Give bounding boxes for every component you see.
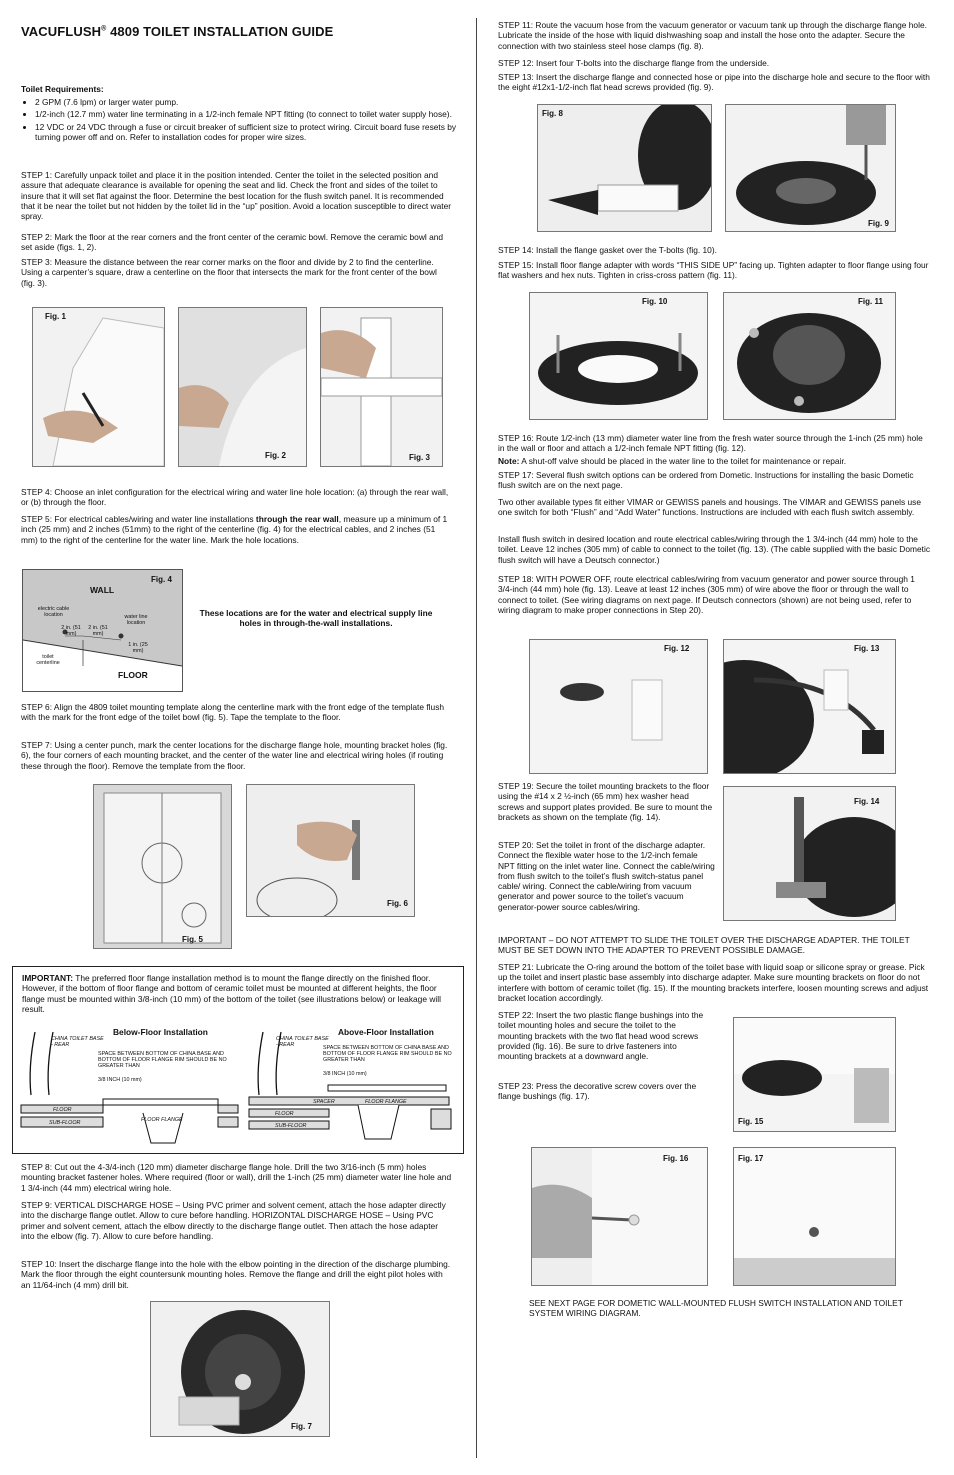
electric-cable-label: electric cable location — [37, 606, 70, 619]
figure-label: Fig. 2 — [265, 451, 286, 460]
step-12: STEP 12: Insert four T-bolts into the discharge flange from the underside. — [498, 58, 770, 68]
carpenter-square-photo — [321, 308, 442, 466]
step-16: STEP 16: Route 1/2-inch (13 mm) diameter water line from the fresh water source through the 1-inch (25 mm) hole in the wall or floor and attach a 1/2-inch female NPT fitting (fig. 12). — [498, 433, 923, 454]
figure-label: Fig. 4 — [151, 575, 172, 584]
center-punch-photo — [247, 785, 414, 916]
step-5: STEP 5: For electrical cables/wiring and water line installations through the rear wall, measure up a minimum of 1 inch (25 mm) and 2 inches (51mm) to the right of the centerline (fig. 4) for the electrical cables, and 2 inches (51 mm) to the right of the centerline for the water line. Mark the hole locations. — [21, 514, 448, 545]
figure-9 — [725, 104, 896, 232]
step-17-install: Install flush switch in desired location and route electrical cables/wiring through the 1 3/4-inch (44 mm) hole to the toilet. Leave 12 inches (305 mm) of cable to connect to the toilet (fig. 13). (The cable supplied with the basic Dometic flush switch will have a Deutsch connector.) — [498, 534, 931, 565]
water-line-fitting-photo — [530, 640, 707, 773]
step-15: STEP 15: Install floor flange adapter with words “THIS SIDE UP” facing up. Tighten adapter to floor flange using four flat washers and hex nuts. Tighten in criss-cross pattern (fig. 11). — [498, 260, 929, 281]
step-8: STEP 8: Cut out the 4-3/4-inch (120 mm) diameter discharge flange hole. Drill the two 3/16-inch (5 mm) holes mounting bracket fastener holes. Where required (floor or wall), drill the 1-inch (25 mm) diameter water line hole and 1 3/4-inch (44 mm) electrical wiring hole. — [21, 1162, 452, 1193]
figure-12 — [529, 639, 708, 774]
figure-label: Fig. 3 — [409, 453, 430, 462]
figure-6 — [246, 784, 415, 917]
step-17-panels: Two other available types fit either VIMAR or GEWISS panels and housings. The VIMAR and GEWISS panels use one switch for both “Flush” and “Add Water” functions. Instructions are included with each flush switch assembly. — [498, 497, 921, 518]
step-9: STEP 9: VERTICAL DISCHARGE HOSE – Using PVC primer and solvent cement, attach the hose adapter directly into the discharge flange outlet. Allow to cure before handling. HORIZONTAL DISCHARGE HOSE – Using PVC primer and solvent cement, attach the elbow directly to the discharge flange outlet. Then attach the hose adapter into the elbow (fig. 7). Allow to cure before handling. — [21, 1200, 446, 1241]
floor-flange-adapter-photo — [724, 293, 895, 419]
figure-label: Fig. 8 — [542, 109, 563, 118]
step-13: STEP 13: Insert the discharge flange and connected hose or pipe into the discharge hole and secure to the floor with the eight #12x1-1/2-inch flat head screws provided (fig. 9). — [498, 72, 930, 93]
step-18: STEP 18: WITH POWER OFF, route electrical cables/wiring from vacuum generator and power source through 1 3/4-inch (44 mm) hole (fig. 13). Leave at least 12 inches (305 mm) of wire above the floor or through the wall to connect to toilet. (See wiring diagrams on next page. If Deutsch connectors (shown) are not being used, refer to wiring diagram to make proper connections in Step 20). — [498, 574, 915, 615]
step-11: STEP 11: Route the vacuum hose from the vacuum generator or vacuum tank up through the discharge flange hole. Lubricate the inside of the hose with liquid dishwashing soap and install the hose onto the adapter. Secure the connection with two stainless steel hose clamps (fig. 8). — [498, 20, 927, 51]
template-photo — [94, 785, 231, 948]
list-item: • 2 GPM (7.6 lpm) or larger water pump. — [35, 97, 467, 107]
figure-11 — [723, 292, 896, 420]
step-1: STEP 1: Carefully unpack toilet and place it in the position intended. Center the toilet in the selected position and assure that adequate clearance is available for opening the seat and lid. Check the front and sides of the toilet to insure that it will set flat against the floor. Determine the best location for the flush switch panel. It is recommended that it be near the toilet but not hidden by the toilet lid in the “up” position. Avoid a location susceptible to direct water spray. — [21, 170, 452, 222]
figure-label: Fig. 13 — [854, 644, 880, 653]
flange-label: FLOOR FLANGE — [365, 1099, 407, 1105]
step-3: STEP 3: Measure the distance between the rear corner marks on the floor and divide by 2 to find the centerline. Using a carpenter’s square, draw a centerline on the floor that intersects the mark for the front center of the bowl (fig. 3). — [21, 257, 437, 288]
figure-label: Fig. 12 — [664, 644, 690, 653]
figure-13 — [723, 639, 896, 774]
electrical-cable-photo — [724, 640, 895, 773]
china-base-label: CHINA TOILET BASE - REAR — [276, 1036, 329, 1049]
figure-10 — [529, 292, 708, 420]
figure-label: Fig. 5 — [182, 935, 203, 944]
step-2: STEP 2: Mark the floor at the rear corners and the front center of the ceramic bowl. Remove the ceramic bowl and set aside (figs. 1, 2). — [21, 232, 444, 253]
flange-gasket-photo — [530, 293, 707, 419]
space-note: SPACE BETWEEN BOTTOM OF CHINA BASE AND BOTTOM OF FLOOR FLANGE RIM SHOULD BE NO GREATER THAN — [98, 1051, 227, 1070]
below-floor-title: Below-Floor Installation — [113, 1027, 208, 1037]
subfloor-label: SUB-FLOOR — [49, 1120, 81, 1126]
page-title: VACUFLUSH® 4809 TOILET INSTALLATION GUIDE — [21, 24, 334, 39]
requirements-heading: Toilet Requirements: — [21, 84, 104, 94]
figure-7 — [150, 1301, 330, 1437]
vacuum-hose-photo — [538, 105, 711, 231]
figure-15 — [733, 1017, 896, 1132]
toilet-marking-photo — [33, 308, 164, 466]
space-note-value: 3/8 INCH (10 mm) — [98, 1077, 142, 1083]
china-base-label: CHINA TOILET BASE - REAR — [51, 1036, 104, 1049]
step-6: STEP 6: Align the 4809 toilet mounting template along the centerline mark with the front edge of the template flush with the mark for the front edge of the toilet bowl (fig. 5). Tape the template to the floor. — [21, 702, 445, 723]
water-line-label: water line location — [124, 614, 148, 627]
space-note: SPACE BETWEEN BOTTOM OF CHINA BASE AND BOTTOM OF FLOOR FLANGE RIM SHOULD BE NO GREATER THAN — [323, 1045, 452, 1064]
figure-5 — [93, 784, 232, 949]
figure-label: Fig. 14 — [854, 797, 880, 806]
step-20: STEP 20: Set the toilet in front of the discharge adapter. Connect the flexible water hose to the 1/2-inch female NPT fitting on the inlet water line. Connect the cable/wiring from flush switch to the toilet’s flush switch-status panel cable/ wiring. Connect the cable/wiring from vacuum generator and power source to the toilet’s vacuum generator-power source cables/wiring. — [498, 840, 715, 912]
figure-label: Fig. 15 — [738, 1117, 764, 1126]
figure-label: Fig. 7 — [291, 1422, 312, 1431]
figure-14 — [723, 786, 896, 921]
dimension-label: 1 in. (25 mm) — [128, 642, 148, 655]
next-page-note: SEE NEXT PAGE FOR DOMETIC WALL-MOUNTED FLUSH SWITCH INSTALLATION AND TOILET SYSTEM WIRING DIAGRAM. — [529, 1298, 903, 1319]
flange-drill-photo — [726, 105, 895, 231]
important-warning: IMPORTANT – DO NOT ATTEMPT TO SLIDE THE TOILET OVER THE DISCHARGE ADAPTER. THE TOILET MUST BE SET DOWN INTO THE ADAPTER TO PREVENT POSSIBLE DAMAGE. — [498, 935, 910, 956]
figure-label: Fig. 9 — [868, 219, 889, 228]
step-7: STEP 7: Using a center punch, mark the center locations for the discharge flange hole, mounting bracket holes (fig. 6), the four corners of each mounting bracket, and the center of the water line and electrical wiring holes (if routing these through the floor). Remove the template from the floor. — [21, 740, 448, 771]
screw-cover-photo — [734, 1148, 895, 1285]
step-14: STEP 14: Install the flange gasket over the T-bolts (fig. 10). — [498, 245, 717, 255]
discharge-flange-photo — [151, 1302, 329, 1436]
step-21: STEP 21: Lubricate the O-ring around the bottom of the toilet base with liquid soap or silicone spray or grease. Pick up the toilet and insert plastic base assembly into discharge adapter. Make sure mounting brackets on floor do not interfere with bottom of ceramic toilet (fig. 15). If the mounting brackets interfere, loosen mounting screws and adjust bracket location accordingly. — [498, 962, 929, 1003]
toilet-corner-photo — [179, 308, 306, 466]
fig4-note: These locations are for the water and electrical supply line holes in through-the-wall installations. — [199, 608, 433, 629]
screw-drive-photo — [532, 1148, 707, 1285]
important-box — [12, 966, 464, 1154]
spacer-label: SPACER — [313, 1099, 335, 1105]
subfloor-label: SUB-FLOOR — [275, 1123, 307, 1129]
figure-label: Fig. 11 — [858, 297, 883, 306]
floor-label: FLOOR — [118, 670, 148, 680]
figure-4 — [22, 569, 183, 692]
requirements-list — [21, 97, 467, 144]
list-item: • 12 VDC or 24 VDC through a fuse or circuit breaker of sufficient size to protect wiring. Circuit board fuse resets by turning power off and on. Refer to installation codes for proper wire sizes. — [35, 122, 467, 143]
important-text: IMPORTANT: The preferred floor flange installation method is to mount the flange directly on the finished floor. However, if the bottom of floor flange and bottom of ceramic toilet must be mounted at different heights, the floor flange must be mounted within 3/8-inch (10 mm) of the bottom of the toilet (see illustrations below) or leakage will result. — [22, 973, 441, 1014]
figure-8 — [537, 104, 712, 232]
step-10: STEP 10: Insert the discharge flange into the hole with the elbow pointing in the direction of the discharge plumbing. Mark the floor through the eight countersunk mounting holes. Remove the flange and drill the eight pilot holes with an 11/64-inch (4 mm) drill bit. — [21, 1259, 451, 1290]
step-17: STEP 17: Several flush switch options can be ordered from Dometic. Instructions for installing the basic Dometic flush switch are on the next page. — [498, 470, 914, 491]
figure-1 — [32, 307, 165, 467]
toilet-base-photo — [734, 1018, 895, 1131]
step-16-note: Note: A shut-off valve should be placed in the water line to the toilet for maintenance or repair. — [498, 456, 847, 466]
figure-label: Fig. 17 — [738, 1154, 764, 1163]
figure-16 — [531, 1147, 708, 1286]
above-floor-title: Above-Floor Installation — [338, 1027, 434, 1037]
figure-label: Fig. 10 — [642, 297, 668, 306]
wall-label: WALL — [90, 585, 115, 595]
figure-17 — [733, 1147, 896, 1286]
figure-2 — [178, 307, 307, 467]
flange-label: FLOOR FLANGE — [141, 1117, 183, 1123]
step-23: STEP 23: Press the decorative screw covers over the flange bushings (fig. 17). — [498, 1081, 697, 1102]
floor-label: FLOOR — [53, 1107, 72, 1113]
column-divider — [476, 18, 477, 1458]
figure-label: Fig. 16 — [663, 1154, 689, 1163]
step-4: STEP 4: Choose an inlet configuration for the electrical wiring and water line hole location: (a) through the rear wall, or (b) through the floor. — [21, 487, 449, 508]
dimension-label: 2 in. (51 mm) — [88, 625, 108, 638]
step-19: STEP 19: Secure the toilet mounting brackets to the floor using the #14 x 2 ½-inch (65 mm) hex washer head screws and support plates provided. Be sure to mount the brackets as shown on the template (fig. 14). — [498, 781, 713, 822]
mounting-bracket-photo — [724, 787, 895, 920]
centerline-label: toilet centerline — [36, 654, 60, 667]
space-note-value: 3/8 INCH (10 mm) — [323, 1071, 367, 1077]
list-item: • 1/2-inch (12.7 mm) water line terminating in a 1/2-inch female NPT fitting (to connect to toilet water supply hose). — [35, 109, 467, 119]
floor-label: FLOOR — [275, 1111, 294, 1117]
figure-3 — [320, 307, 443, 467]
dimension-label: 2 in. (51 mm) — [61, 625, 81, 638]
step-22: STEP 22: Insert the two plastic flange bushings into the toilet mounting holes and secure the toilet to the mounting brackets with the two flat head wood screws provided (fig. 16). Be sure to drive fasteners into mounting brackets at a downward angle. — [498, 1010, 704, 1062]
figure-label: Fig. 6 — [387, 899, 408, 908]
figure-label: Fig. 1 — [45, 312, 66, 321]
